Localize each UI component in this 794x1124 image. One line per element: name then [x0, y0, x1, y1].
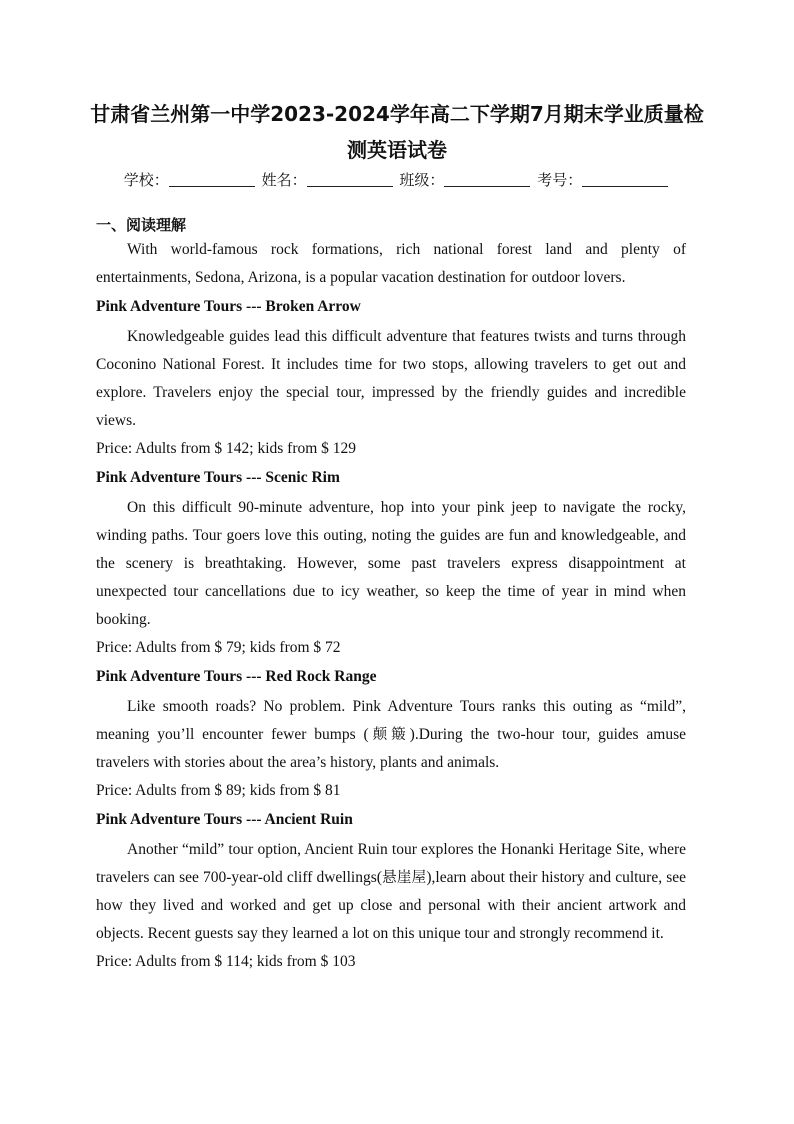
passage-intro: With world-famous rock formations, rich national forest land and plenty of entertainments, Sedona, Arizona, is a popular vacation destination for outdoor lovers. — [96, 241, 686, 286]
tour-description-text: Like smooth roads? No problem. Pink Adventure Tours ranks this outing as “mild”, meaning you’ll encounter fewer bumps ( — [96, 698, 686, 743]
tour-description — [96, 836, 686, 948]
tour-description-text: ).During the two-hour tour, guides amuse travelers with stories about the area’s history, plants and animals. — [96, 726, 687, 771]
chinese-gloss: 悬崖屋 — [381, 870, 427, 886]
reading-passage — [96, 236, 686, 976]
tour-description-text: On this difficult 90-minute adventure, hop into your pink jeep to navigate the rocky, winding paths. Tour goers love this outing, noting the guides are fun and knowledgeable, and the scenery is breathtaking. However, some past travelers express disappointment at unexpected tour cancellations due to icy weather, so keep the time of year in mind when booking. — [96, 499, 686, 628]
tour-description-text: Another “mild” tour option, Ancient Ruin tour explores the Honanki Heritage Site, where travelers can see 700-year-old cliff dwellings( — [96, 841, 686, 886]
tour-price: Price: Adults from $ 79; kids from $ 72 — [96, 639, 341, 656]
chinese-gloss: 颠簸 — [368, 727, 410, 743]
tour-price: Price: Adults from $ 142; kids from $ 129 — [96, 440, 357, 457]
exam-title-line-2: 测英语试卷 — [347, 138, 447, 162]
tour-title: Pink Adventure Tours --- Ancient Ruin — [96, 811, 353, 828]
tour-description — [96, 494, 686, 634]
tour-title: Pink Adventure Tours --- Scenic Rim — [96, 469, 340, 486]
tour-description-text: ),learn about their history and culture, see how they lived and worked and get up close and personal with their ancient artwork and objects. Recent guests say they learned a lot on this unique tour and strongly recommend it. — [96, 869, 686, 942]
tour-description — [96, 323, 686, 435]
name-blank[interactable] — [307, 170, 393, 187]
exam-number-label: 考号： — [537, 171, 583, 189]
class-label: 班级： — [399, 171, 445, 189]
tour-title: Pink Adventure Tours --- Broken Arrow — [96, 298, 361, 315]
student-info-row — [0, 168, 794, 192]
tour-price: Price: Adults from $ 89; kids from $ 81 — [96, 782, 341, 799]
tour-price: Price: Adults from $ 114; kids from $ 103 — [96, 953, 356, 970]
school-label: 学校： — [123, 171, 169, 189]
tour-description-text: Knowledgeable guides lead this difficult adventure that features twists and turns through Coconino National Forest. It includes time for two stops, allowing travelers to get out and explore. Travelers enjoy the special tour, impressed by the friendly guides and incredible views. — [96, 328, 686, 429]
tour-description — [96, 693, 686, 777]
name-label: 姓名： — [261, 171, 307, 189]
exam-number-blank[interactable] — [582, 170, 668, 187]
school-blank[interactable] — [169, 170, 255, 187]
section-heading: 一、阅读理解 — [96, 216, 187, 234]
tour-title: Pink Adventure Tours --- Red Rock Range — [96, 668, 377, 685]
exam-title-line-1: 甘肃省兰州第一中学2023-2024学年高二下学期7月期末学业质量检 — [90, 102, 704, 126]
class-blank[interactable] — [444, 170, 530, 187]
